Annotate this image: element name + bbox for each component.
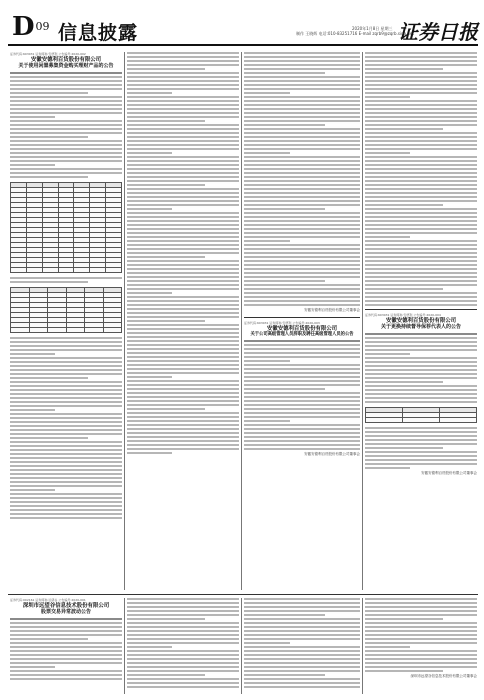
page-letter: D bbox=[12, 12, 35, 42]
section-title: 信息披露 bbox=[58, 22, 139, 44]
notice-4-column-1 bbox=[10, 598, 122, 694]
notice-4-column-2 bbox=[127, 598, 239, 694]
notice-code-line: 证券代码:603031 证券简称:安德利 公告编号:2020-004 bbox=[365, 313, 441, 317]
notice-title: 关于使用闲置募集资金购买理财产品的公告 bbox=[18, 62, 114, 69]
page-header bbox=[0, 0, 484, 46]
newspaper-logo: 证券日报 bbox=[398, 20, 478, 44]
notice-footer: 安徽安德利百货股份有限公司董事会 bbox=[304, 452, 360, 457]
page-number-digits: 09 bbox=[35, 20, 50, 33]
column-rule bbox=[362, 598, 363, 694]
notice-4-column-3 bbox=[244, 598, 360, 694]
sponsor-table bbox=[365, 407, 477, 423]
header-rule bbox=[8, 44, 478, 46]
section-divider bbox=[8, 594, 478, 595]
notice-title: 股票交易异常波动公告 bbox=[40, 608, 91, 615]
column-rule bbox=[362, 52, 363, 590]
issue-date: 2020年1月8日 星期三 bbox=[352, 26, 393, 31]
notice-title: 关于公司高级管理人员辞职及聘任高级管理人员的公告 bbox=[250, 331, 354, 337]
column-3 bbox=[244, 52, 360, 590]
column-1 bbox=[10, 52, 122, 590]
notice-code-line: 证券代码:603031 证券简称:安德利 公告编号:2020-003 bbox=[244, 321, 320, 325]
notice-footer: 安徽安德利百货股份有限公司董事会 bbox=[421, 470, 477, 475]
redemption-table bbox=[10, 287, 122, 333]
notice-company: 深圳市远望谷信息技术股份有限公司 bbox=[22, 603, 110, 609]
notice-code-line: 证券代码:002161 证券简称:远望谷 公告编号:2020-001 bbox=[10, 598, 86, 602]
notice-code-line: 证券代码:603031 证券简称:安德利 公告编号:2020-002 bbox=[10, 52, 86, 56]
page-number bbox=[12, 14, 50, 40]
notice-footer: 深圳市远望谷信息技术股份有限公司董事会 bbox=[410, 674, 477, 678]
notice-company: 安徽安德利百货股份有限公司 bbox=[30, 57, 102, 63]
notice-footer: 安徽安德利百货股份有限公司董事会 bbox=[304, 308, 360, 312]
notice-company: 安徽安德利百货股份有限公司 bbox=[385, 318, 457, 324]
column-rule bbox=[124, 598, 125, 694]
column-rule bbox=[124, 52, 125, 590]
wealth-product-table bbox=[10, 182, 122, 273]
notice-title: 关于更换持续督导保荐代表人的公告 bbox=[380, 323, 461, 330]
column-2 bbox=[127, 52, 239, 590]
column-rule bbox=[241, 52, 242, 590]
notice-company: 安徽安德利百货股份有限公司 bbox=[266, 326, 338, 332]
editor-contact: 制作 王晓辉 电话:010-83251716 E-mail zqrb9@zqrb.sina.net bbox=[296, 31, 414, 36]
column-4 bbox=[365, 52, 477, 590]
column-rule bbox=[241, 598, 242, 694]
notice-4-column-4 bbox=[365, 598, 477, 694]
